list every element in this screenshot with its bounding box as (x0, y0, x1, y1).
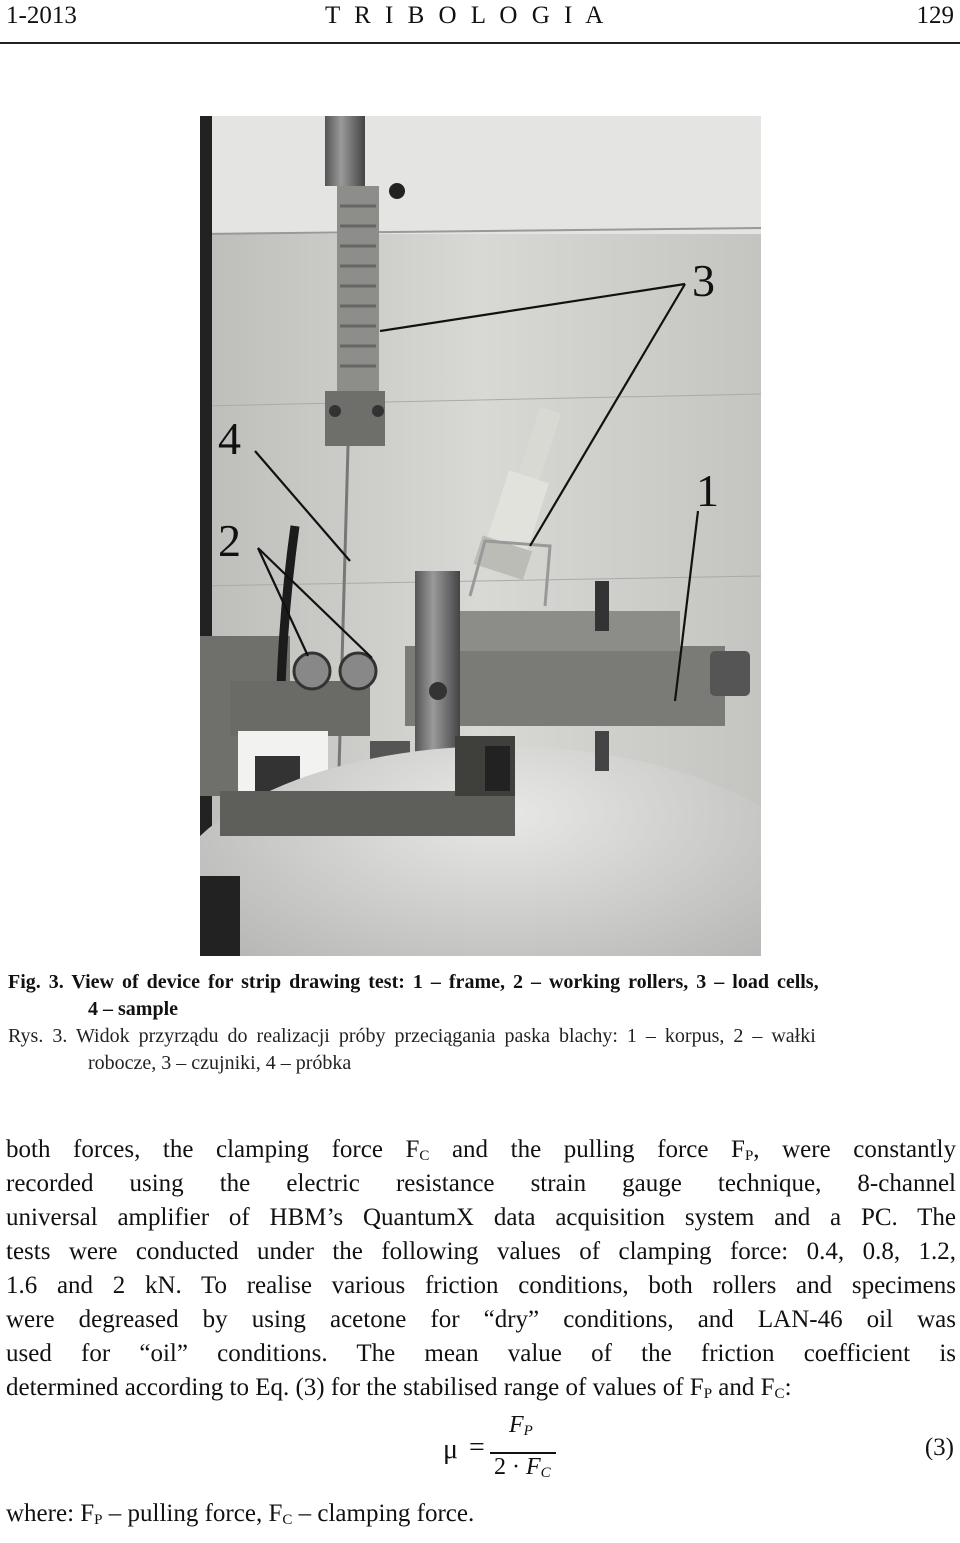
body-line-5: 1.6 and 2 kN. To realise various friction conditions, both rollers and specimens (6, 1272, 956, 1299)
device-photo (200, 116, 761, 956)
photo-label-4: 4 (218, 413, 241, 464)
page-number: 129 (916, 2, 954, 29)
body-line-7: used for “oil” conditions. The mean value of the friction coefficient is (6, 1340, 956, 1367)
photo-label-2: 2 (218, 515, 241, 566)
header-rule (0, 42, 960, 44)
equation-equals: = (469, 1432, 485, 1463)
equation-numerator: $F_P$ (509, 1412, 533, 1439)
journal-title: T R I B O L O G I A (325, 2, 608, 29)
body-line-6: were degreased by using acetone for “dry” conditions, and LAN-46 oil was (6, 1306, 956, 1333)
body-line-3: universal amplifier of HBM’s QuantumX data acquisition system and a PC. The (6, 1204, 956, 1231)
body-line-2: recorded using the electric resistance strain gauge technique, 8-channel (6, 1170, 956, 1197)
equation-number: (3) (924, 1434, 954, 1461)
body-line-4: tests were conducted under the following values of clamping force: 0.4, 0.8, 1.2, (6, 1238, 956, 1265)
issue-number: 1-2013 (6, 2, 77, 29)
photo-label-3: 3 (692, 255, 715, 306)
equation-denominator: $2 \cdot F_C$ (494, 1454, 551, 1481)
equation-mu: μ (443, 1434, 459, 1465)
caption-en-line-2: 4 – sample (88, 998, 178, 1020)
photo-label-1: 1 (696, 465, 719, 516)
where-line: where: $F_P$ – pulling force, $F_C$ – clamping force. (6, 1500, 475, 1528)
body-line-8: determined according to Eq. (3) for the stabilised range of values of $F_P$ and $F_C$: (6, 1374, 792, 1402)
body-line-1: both forces, the clamping force $F_C$ and the pulling force $F_P$, were constantly (6, 1136, 956, 1164)
caption-pl-line-1: Rys. 3. Widok przyrządu do realizacji próby przeciągania paska blachy: 1 – korpus, 2 – wałki (8, 1025, 816, 1047)
caption-en-line-1: Fig. 3. View of device for strip drawing test: 1 – frame, 2 – working rollers, 3 – load cells, (8, 971, 819, 993)
caption-pl-line-2: robocze, 3 – czujniki, 4 – próbka (88, 1052, 352, 1074)
